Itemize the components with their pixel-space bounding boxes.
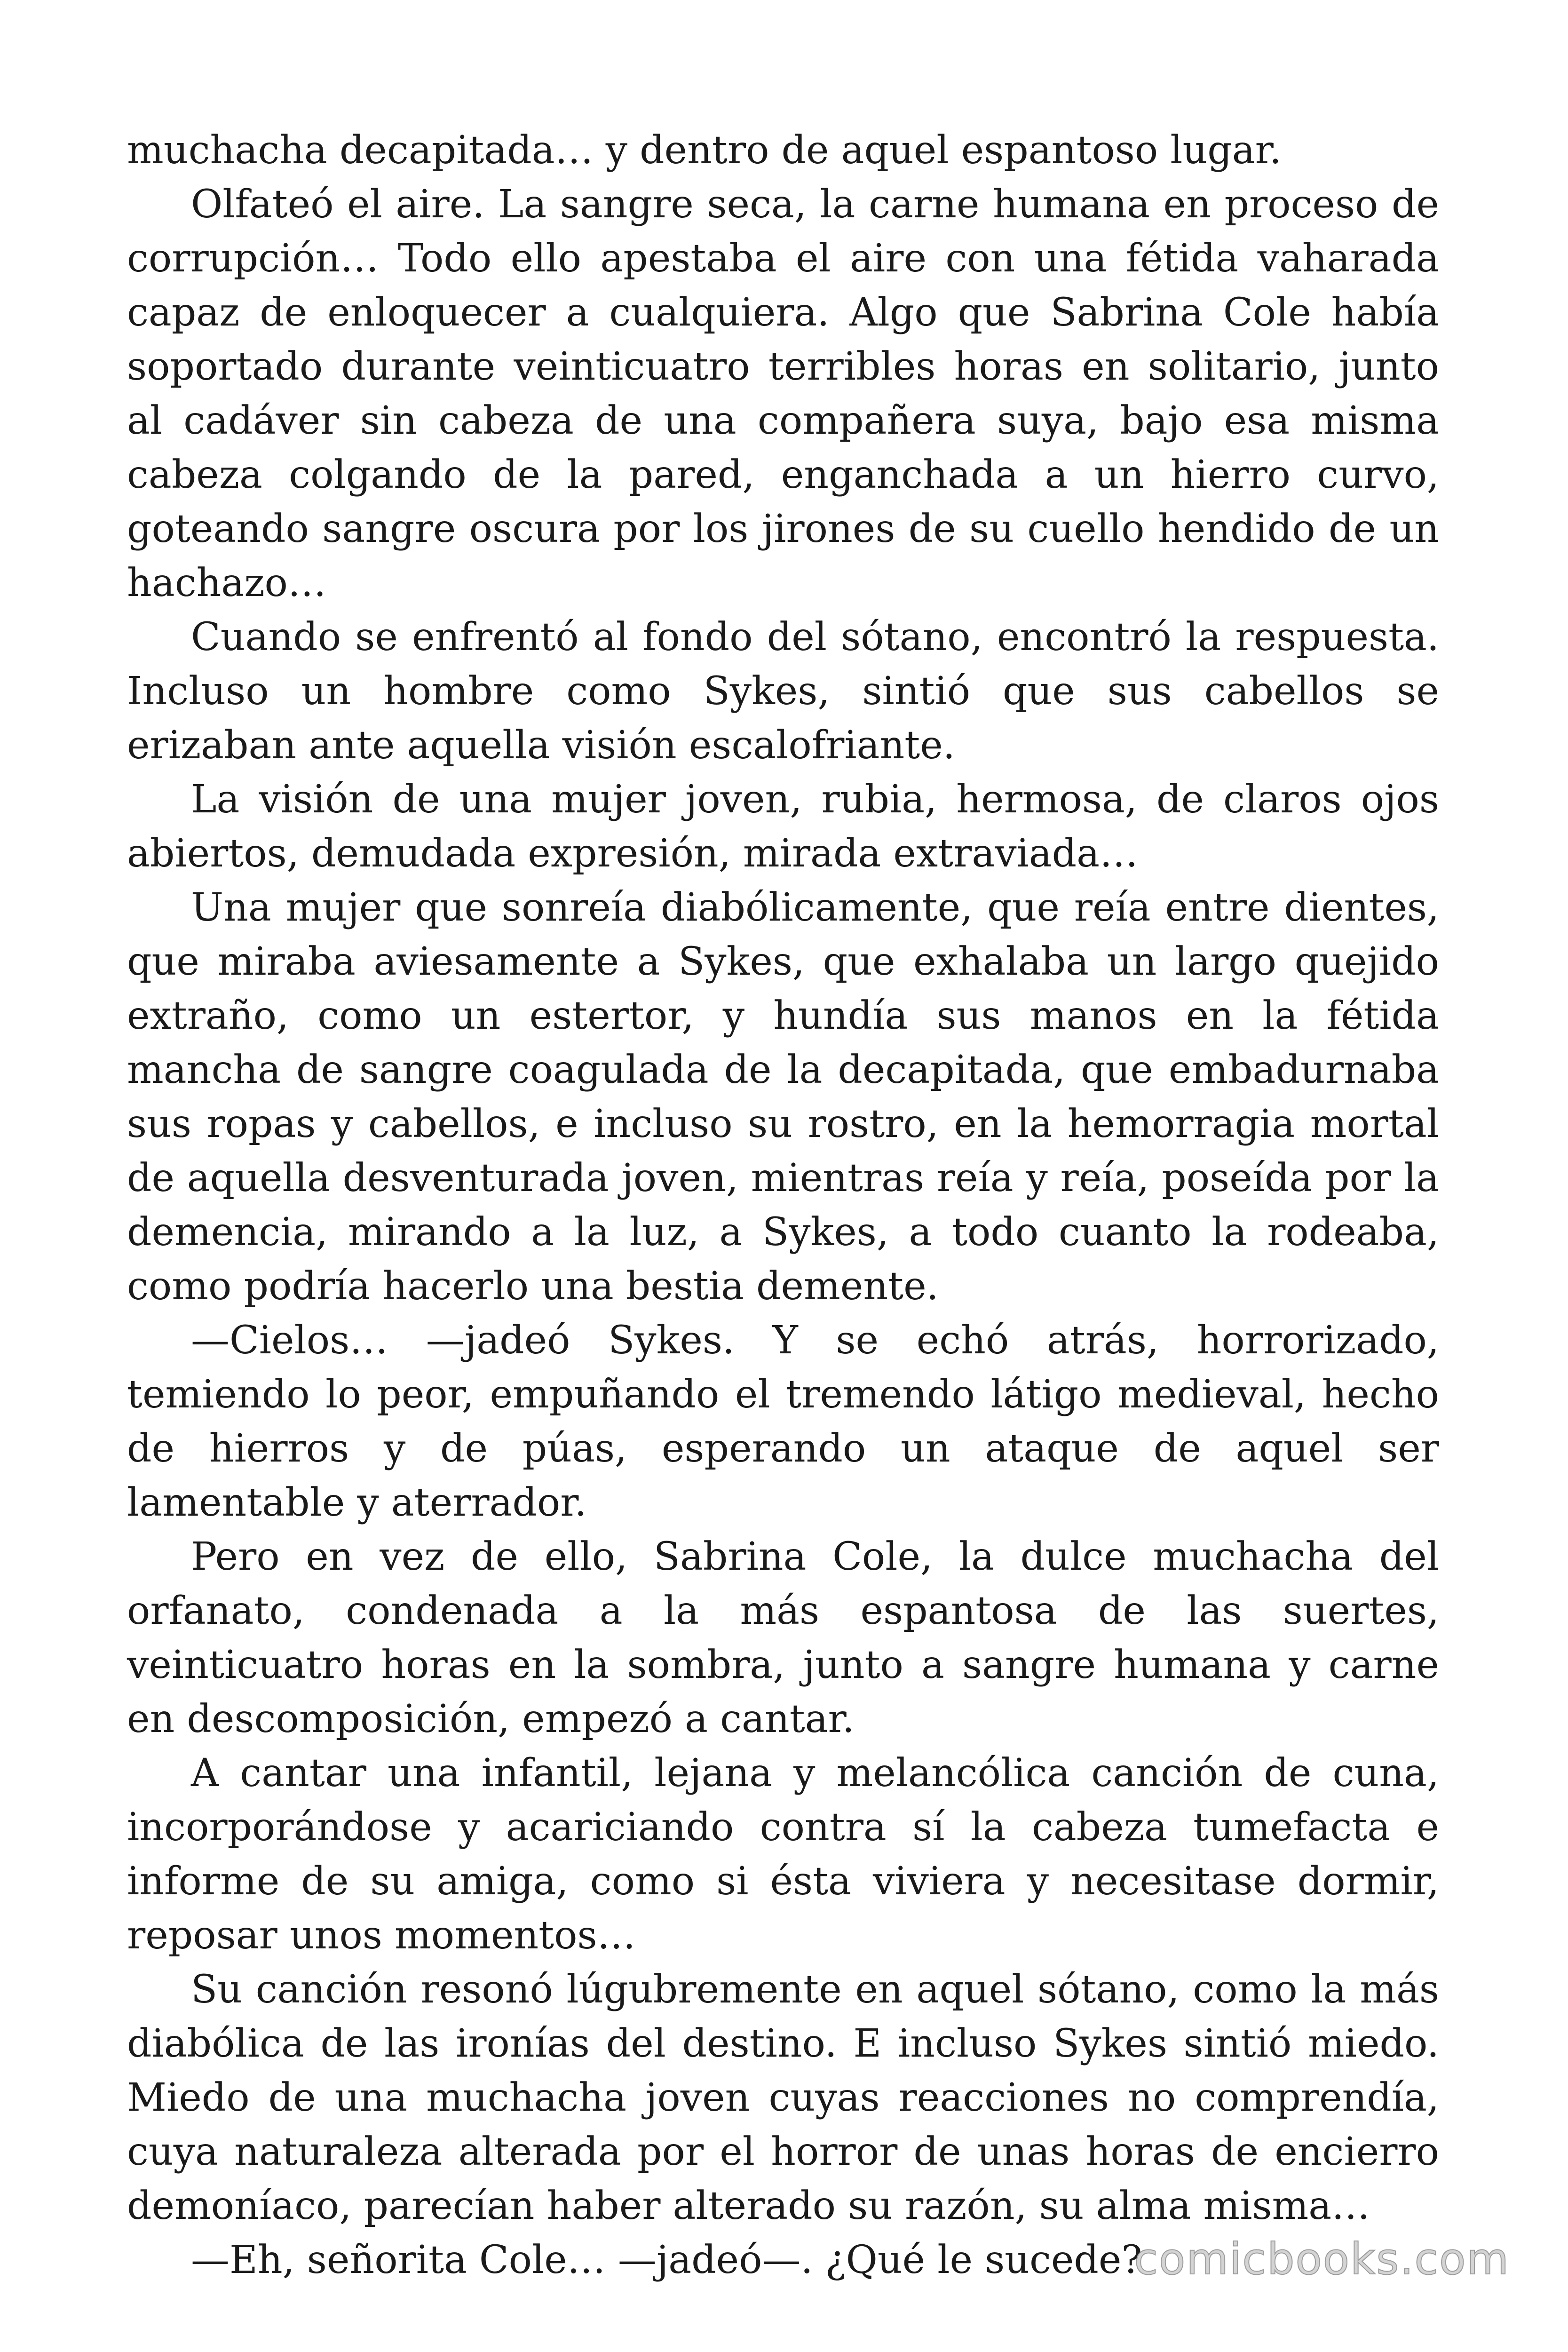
watermark-logo: comicbooks.com <box>1134 2234 1510 2284</box>
body-text <box>127 123 1439 2287</box>
paragraph: Pero en vez de ello, Sabrina Cole, la dulce muchacha del orfanato, condenada a la más espantosa de las suertes, veinticuatro horas en la sombra, junto a sangre humana y carne en descomposición, empezó a cantar. <box>127 1534 1439 1741</box>
paragraph: Una mujer que sonreía diabólicamente, que reía entre dientes, que miraba aviesamente a Sykes, que exhalaba un largo quejido extraño, como un estertor, y hundía sus manos en la fétida mancha de sangre coagulada de la decapitada, que embadurnaba sus ropas y cabellos, e incluso su rostro, en la hemorragia mortal de aquella desventurada joven, mientras reía y reía, poseída por la demencia, mirando a la luz, a Sykes, a todo cuanto la rodeaba, como podría hacerlo una bestia demente. <box>127 885 1439 1309</box>
paragraph: Olfateó el aire. La sangre seca, la carne humana en proceso de corrupción… Todo ello apestaba el aire con una fétida vaharada capaz de enloquecer a cualquiera. Algo que Sabrina Cole había soportado durante veinticuatro terribles horas en solitario, junto al cadáver sin cabeza de una compañera suya, bajo esa misma cabeza colgando de la pared, enganchada a un hierro curvo, goteando sangre oscura por los jirones de su cuello hendido de un hachazo… <box>127 182 1439 605</box>
paragraph: La visión de una mujer joven, rubia, hermosa, de claros ojos abiertos, demudada expresión, mirada extraviada… <box>127 777 1439 876</box>
dialogue-paragraph: —Eh, señorita Cole… —jadeó—. ¿Qué le sucede? <box>191 2238 1142 2282</box>
paragraph-continuation: muchacha decapitada… y dentro de aquel espantoso lugar. <box>127 128 1282 173</box>
paragraph: Su canción resonó lúgubremente en aquel sótano, como la más diabólica de las ironías del destino. E incluso Sykes sintió miedo. Miedo de una muchacha joven cuyas reacciones no comprendía, cuya naturaleza alterada por el horror de unas horas de encierro demoníaco, parecían haber alterado su razón, su alma misma… <box>127 1967 1439 2228</box>
paragraph: A cantar una infantil, lejana y melancólica canción de cuna, incorporándose y acariciando contra sí la cabeza tumefacta e informe de su amiga, como si ésta viviera y necesitase dormir, reposar unos momentos… <box>127 1751 1439 1958</box>
dialogue-paragraph: —Cielos… —jadeó Sykes. Y se echó atrás, horrorizado, temiendo lo peor, empuñando el tremendo látigo medieval, hecho de hierros y de púas, esperando un ataque de aquel ser lamentable y aterrador. <box>127 1318 1439 1525</box>
paragraph: Cuando se enfrentó al fondo del sótano, encontró la respuesta. Incluso un hombre como Sykes, sintió que sus cabellos se erizaban ante aquella visión escalofriante. <box>127 615 1439 768</box>
